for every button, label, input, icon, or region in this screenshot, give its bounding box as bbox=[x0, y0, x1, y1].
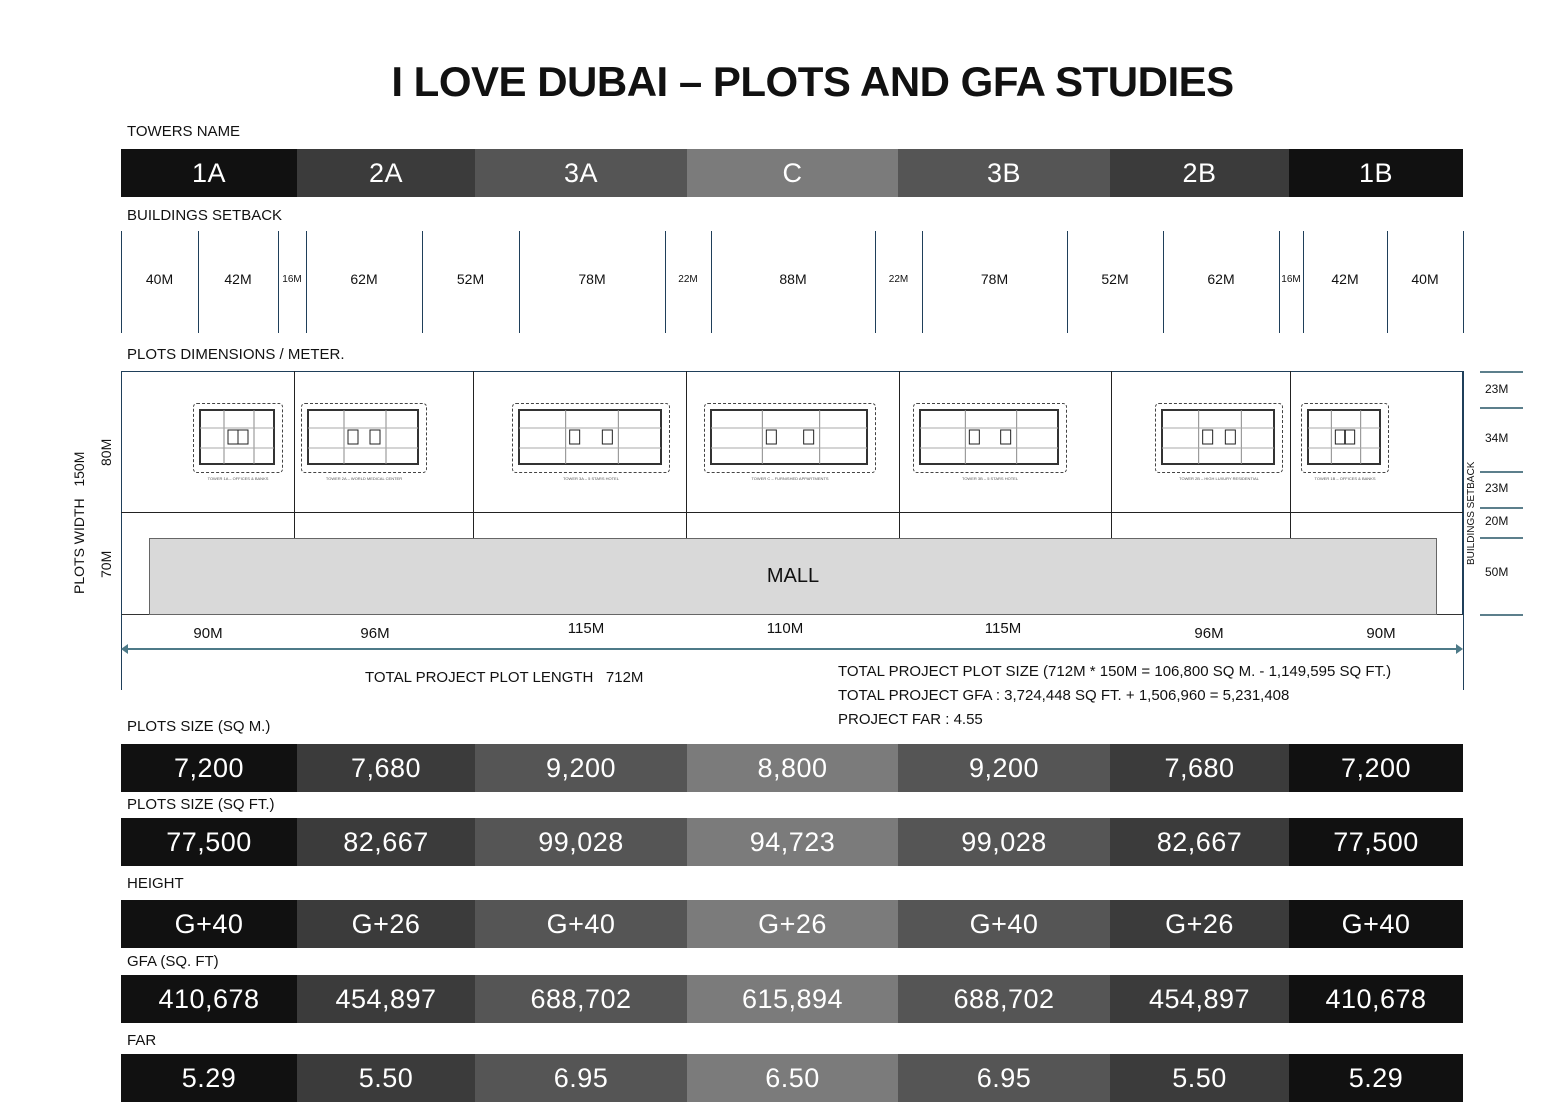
tower-plot-divider bbox=[121, 512, 1463, 513]
plot-length-text: TOTAL PROJECT PLOT LENGTH bbox=[365, 669, 594, 686]
floor-plan-drawing bbox=[1302, 404, 1386, 470]
far-cell: 6.95 bbox=[898, 1054, 1110, 1102]
floor-plan-caption: TOWER 2A – WORLD MEDICAL CENTER bbox=[325, 476, 403, 481]
plot-divider bbox=[899, 371, 900, 538]
plot-length-label bbox=[365, 669, 643, 686]
plots_sqm-cell: 9,200 bbox=[475, 744, 687, 792]
floor-plan-caption: TOWER 3B – 5 STARS HOTEL bbox=[961, 476, 1019, 481]
height-cell: G+40 bbox=[121, 900, 297, 948]
gfa-cell: 688,702 bbox=[475, 975, 687, 1023]
plots-width-text: PLOTS WIDTH bbox=[71, 498, 87, 594]
towers-row bbox=[121, 149, 1463, 197]
plot-length: 90M bbox=[193, 625, 223, 642]
plots_sqm-cell: 7,680 bbox=[1110, 744, 1289, 792]
far-cell: 5.50 bbox=[1110, 1054, 1289, 1102]
arrow-right-icon bbox=[1456, 644, 1463, 654]
plots-sqm-row bbox=[121, 744, 1463, 792]
far-row bbox=[121, 1054, 1463, 1102]
towers-cell: 3B bbox=[898, 149, 1110, 197]
width-top: 80M bbox=[98, 438, 114, 466]
right-setback-value: 50M bbox=[1485, 565, 1509, 579]
floor-plan-caption: TOWER 2B – HIGH LUXURY RESIDENTIAL bbox=[1179, 476, 1259, 481]
height-cell: G+26 bbox=[297, 900, 475, 948]
gfa-cell: 410,678 bbox=[1289, 975, 1463, 1023]
height-cell: G+26 bbox=[1110, 900, 1289, 948]
far-cell: 5.29 bbox=[1289, 1054, 1463, 1102]
plot-divider bbox=[1111, 371, 1112, 538]
right-setback-tick bbox=[1480, 537, 1523, 539]
towers-cell: 3A bbox=[475, 149, 687, 197]
plot-divider bbox=[473, 371, 474, 538]
setback-value: 78M bbox=[578, 271, 606, 287]
floor-plan-drawing bbox=[513, 404, 667, 470]
note-plot-size: TOTAL PROJECT PLOT SIZE (712M * 150M = 106,800 SQ M. - 1,149,595 SQ FT.) bbox=[838, 663, 1392, 680]
plots-sqft-label: PLOTS SIZE (SQ FT.) bbox=[127, 796, 275, 813]
floor-plan bbox=[1301, 403, 1389, 473]
floor-plan bbox=[193, 403, 283, 473]
plot-divider bbox=[294, 371, 295, 538]
plots_sqft-cell: 77,500 bbox=[121, 818, 297, 866]
plots_sqft-cell: 94,723 bbox=[687, 818, 898, 866]
gfa-label: GFA (SQ. FT) bbox=[127, 953, 219, 970]
plots-width-total: 150M bbox=[71, 451, 87, 487]
height-cell: G+26 bbox=[687, 900, 898, 948]
setback-divider bbox=[1463, 231, 1464, 333]
plot-length: 90M bbox=[1366, 625, 1396, 642]
far-label: FAR bbox=[127, 1032, 157, 1049]
floor-plan bbox=[512, 403, 670, 473]
plot-length: 115M bbox=[567, 620, 605, 637]
right-setback-tick bbox=[1480, 407, 1523, 409]
gfa-cell: 410,678 bbox=[121, 975, 297, 1023]
gfa-cell: 454,897 bbox=[1110, 975, 1289, 1023]
floor-plan-drawing bbox=[302, 404, 424, 470]
height-cell: G+40 bbox=[475, 900, 687, 948]
plot-divider bbox=[1290, 371, 1291, 538]
floor-plan bbox=[704, 403, 876, 473]
setback-value: 40M bbox=[1411, 271, 1439, 287]
floor-plan-caption: TOWER C – FURNISHED APPARTMENTS bbox=[751, 476, 829, 481]
setback-value: 52M bbox=[456, 271, 485, 287]
plots_sqft-cell: 99,028 bbox=[475, 818, 687, 866]
floor-plan bbox=[913, 403, 1067, 473]
setback-value: 88M bbox=[779, 271, 807, 287]
mall-block: MALL bbox=[149, 538, 1437, 615]
setback-value: 22M bbox=[888, 274, 909, 285]
floor-plan bbox=[301, 403, 427, 473]
towers-cell: 2A bbox=[297, 149, 475, 197]
plots_sqft-cell: 82,667 bbox=[297, 818, 475, 866]
setback-value: 52M bbox=[1101, 271, 1129, 287]
setback-value: 40M bbox=[145, 271, 174, 287]
plots_sqft-cell: 82,667 bbox=[1110, 818, 1289, 866]
gfa-cell: 615,894 bbox=[687, 975, 898, 1023]
right-setback-tick bbox=[1480, 507, 1523, 509]
right-setback-tick bbox=[1480, 471, 1523, 473]
plot-length: 96M bbox=[360, 625, 390, 642]
plot-length: 110M bbox=[766, 620, 804, 637]
right-setback-value: 23M bbox=[1485, 382, 1509, 396]
right-setback-value: 23M bbox=[1485, 481, 1509, 495]
far-cell: 6.95 bbox=[475, 1054, 687, 1102]
right-setback-tick bbox=[1480, 371, 1523, 373]
width-bottom: 70M bbox=[98, 550, 114, 578]
towers-cell: 1B bbox=[1289, 149, 1463, 197]
height-cell: G+40 bbox=[898, 900, 1110, 948]
plots_sqm-cell: 7,200 bbox=[121, 744, 297, 792]
setback-value: 62M bbox=[350, 271, 378, 287]
height-row bbox=[121, 900, 1463, 948]
floor-plan-caption: TOWER 1A – OFFICES & BANKS bbox=[207, 476, 269, 481]
length-arrow bbox=[126, 648, 1458, 650]
right-dim-line bbox=[1463, 371, 1464, 690]
plot-length: 115M bbox=[984, 620, 1022, 637]
gfa-cell: 454,897 bbox=[297, 975, 475, 1023]
setback-value: 42M bbox=[1331, 271, 1359, 287]
towers-name-label: TOWERS NAME bbox=[127, 123, 241, 140]
floor-plan bbox=[1155, 403, 1283, 473]
plots_sqft-cell: 99,028 bbox=[898, 818, 1110, 866]
floor-plan-caption: TOWER 3A – 5 STARS HOTEL bbox=[563, 476, 619, 481]
plot-length: 96M bbox=[1194, 625, 1224, 642]
plots_sqft-cell: 77,500 bbox=[1289, 818, 1463, 866]
note-gfa: TOTAL PROJECT GFA : 3,724,448 SQ FT. + 1,506,960 = 5,231,408 bbox=[838, 687, 1290, 704]
gfa-row bbox=[121, 975, 1463, 1023]
towers-cell: 1A bbox=[121, 149, 297, 197]
right-setback-tick bbox=[1480, 614, 1523, 616]
right-setback-value: 20M bbox=[1485, 514, 1509, 528]
floor-plan-drawing bbox=[705, 404, 873, 470]
plots_sqm-cell: 8,800 bbox=[687, 744, 898, 792]
floor-plan-drawing bbox=[194, 404, 280, 470]
height-label: HEIGHT bbox=[127, 875, 184, 892]
floor-plan-caption: TOWER 1B – OFFICES & BANKS bbox=[1314, 476, 1376, 481]
floor-plan-drawing bbox=[1156, 404, 1280, 470]
height-cell: G+40 bbox=[1289, 900, 1463, 948]
plots-sqft-row bbox=[121, 818, 1463, 866]
right-setback-value: 34M bbox=[1485, 431, 1509, 445]
floor-plan-drawing bbox=[914, 404, 1064, 470]
plots-dimensions-label: PLOTS DIMENSIONS / METER. bbox=[127, 346, 345, 363]
setback-value: 16M bbox=[1281, 274, 1301, 285]
arrow-left-icon bbox=[121, 644, 128, 654]
gfa-cell: 688,702 bbox=[898, 975, 1110, 1023]
plots-width-label bbox=[71, 452, 87, 594]
towers-cell: 2B bbox=[1110, 149, 1289, 197]
far-cell: 5.29 bbox=[121, 1054, 297, 1102]
plots_sqm-cell: 7,680 bbox=[297, 744, 475, 792]
setback-value: 22M bbox=[678, 274, 698, 285]
plots_sqm-cell: 7,200 bbox=[1289, 744, 1463, 792]
setback-value: 42M bbox=[224, 271, 252, 287]
plots-sqm-label: PLOTS SIZE (SQ M.) bbox=[127, 718, 271, 735]
page-title: I LOVE DUBAI – PLOTS AND GFA STUDIES bbox=[391, 58, 1234, 105]
far-cell: 5.50 bbox=[297, 1054, 475, 1102]
plots_sqm-cell: 9,200 bbox=[898, 744, 1110, 792]
setback-label: BUILDINGS SETBACK bbox=[127, 207, 283, 224]
plot-divider bbox=[686, 371, 687, 538]
right-setback-label: BUILDINGS SETBACK bbox=[1466, 461, 1477, 565]
plot-length-value: 712M bbox=[605, 669, 644, 686]
towers-cell: C bbox=[687, 149, 898, 197]
far-cell: 6.50 bbox=[687, 1054, 898, 1102]
setback-value: 78M bbox=[980, 271, 1009, 287]
note-far: PROJECT FAR : 4.55 bbox=[838, 711, 983, 728]
setback-value: 62M bbox=[1207, 271, 1235, 287]
setback-value: 16M bbox=[282, 274, 302, 285]
